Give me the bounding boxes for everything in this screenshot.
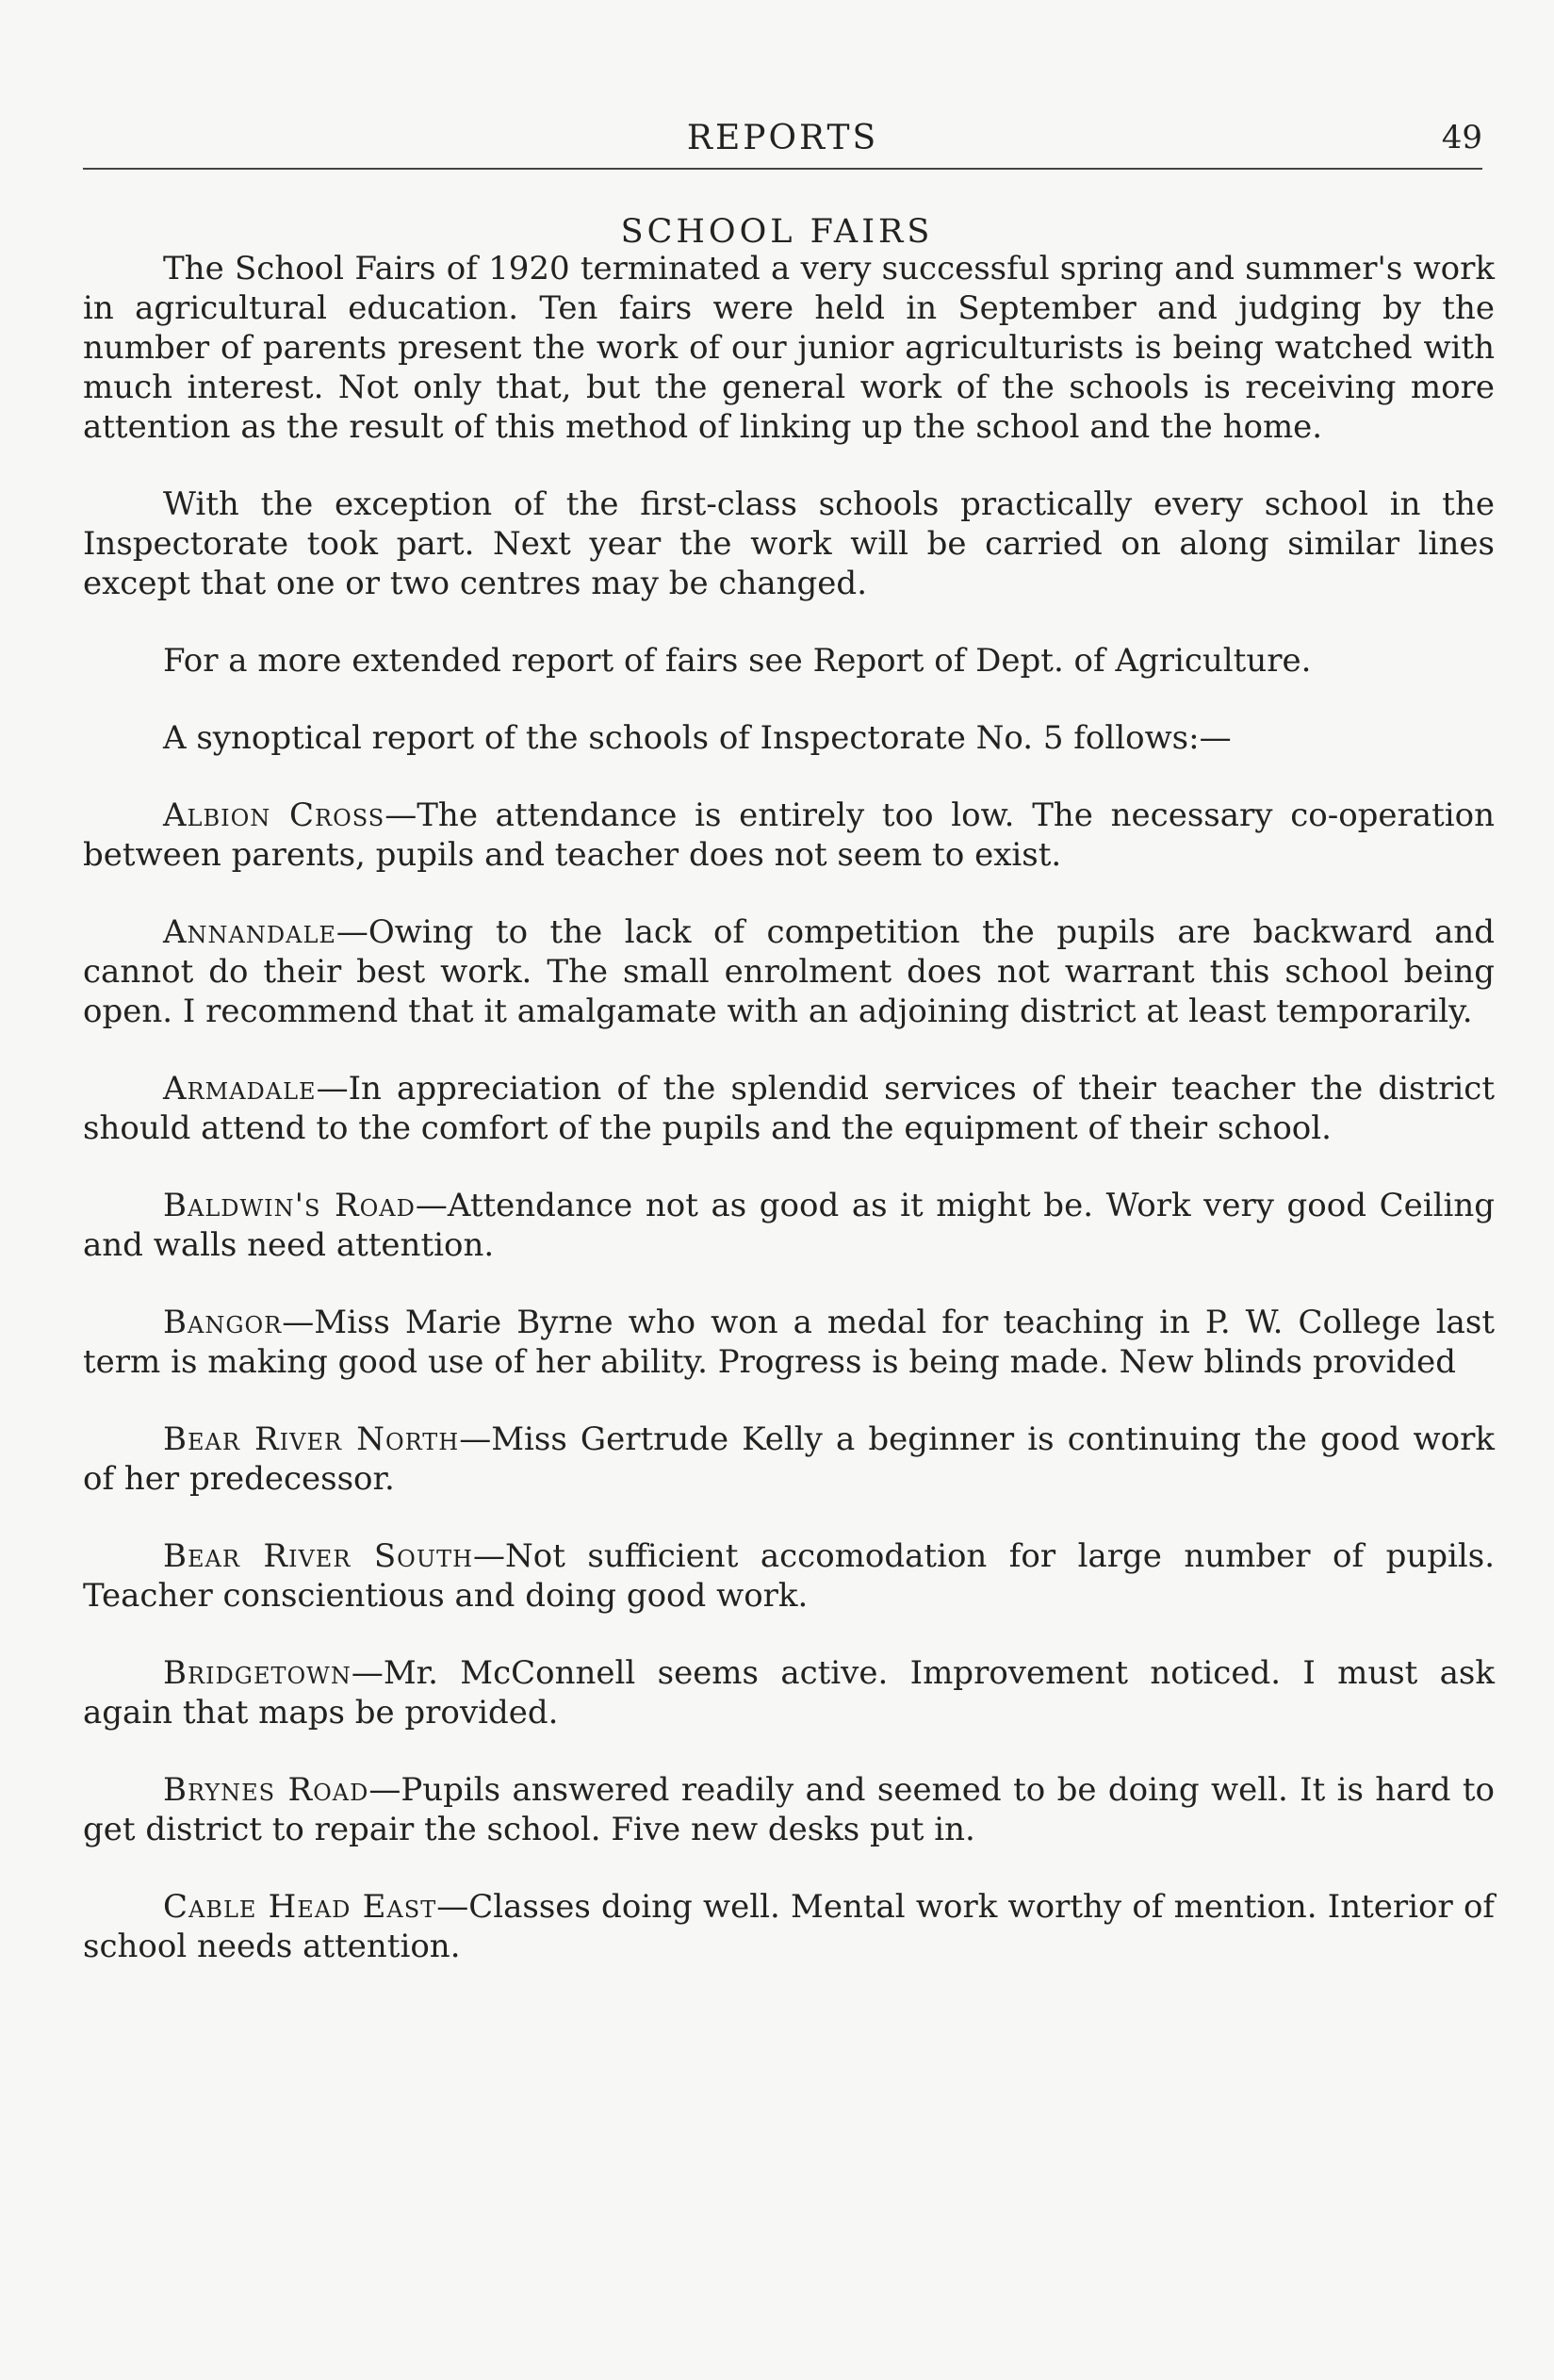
school-entry (83, 1303, 1495, 1382)
school-entry (83, 1186, 1495, 1265)
school-name: Bear River South (163, 1537, 474, 1575)
school-report: —Not sufficient accomodation for large number of pupils. Teacher conscientious and doing good work. (83, 1537, 1495, 1615)
school-report: —Attendance not as good as it might be. Work very good Ceiling and walls need attention. (83, 1187, 1495, 1264)
school-report: —Miss Gertrude Kelly a beginner is continuing the good work of her predecessor. (83, 1420, 1495, 1498)
school-report: —Mr. McConnell seems active. Improvement noticed. I must ask again that maps be provided. (83, 1654, 1495, 1732)
school-report: —Owing to the lack of competition the pupils are backward and cannot do their best work. The small enrolment does not warrant this school being open. I recommend that it amalgamate with an adjoining district at least temporarily. (83, 913, 1495, 1030)
intro-paragraph: A synoptical report of the schools of Inspectorate No. 5 follows:— (163, 719, 1232, 757)
school-name: Brynes Road (163, 1771, 369, 1809)
school-entry (83, 1420, 1495, 1499)
school-name: Bridgetown (163, 1654, 352, 1692)
school-entry (83, 1536, 1495, 1616)
page-number: 49 (1441, 119, 1482, 156)
body-text (83, 249, 1495, 2004)
school-report: —In appreciation of the splendid services of their teacher the district should attend to the comfort of the pupils and the equipment of their school. (83, 1070, 1495, 1147)
school-report: —Miss Marie Byrne who won a medal for teaching in P. W. College last term is making good use of her ability. Progress is being made. New blinds provided (83, 1304, 1495, 1381)
school-name: Bear River North (163, 1420, 460, 1458)
school-name: Bangor (163, 1304, 283, 1341)
page-header (83, 111, 1482, 170)
school-name: Albion Cross (163, 796, 385, 834)
section-title: SCHOOL FAIRS (620, 213, 934, 251)
running-title: REPORTS (686, 119, 879, 157)
school-name: Baldwin's Road (163, 1187, 416, 1224)
school-entry (83, 1069, 1495, 1148)
school-entry (83, 1653, 1495, 1732)
school-entry (83, 912, 1495, 1031)
school-entry (83, 1770, 1495, 1849)
school-report: —Pupils answered readily and seemed to be doing well. It is hard to get district to repair the school. Five new desks put in. (83, 1771, 1496, 1848)
intro-paragraph: For a more extended report of fairs see Report of Dept. of Agriculture. (163, 642, 1312, 680)
school-report: —The attendance is entirely too low. The necessary co-operation between parents, pupils and teacher does not seem to exist. (83, 796, 1495, 874)
school-name: Cable Head East (163, 1888, 437, 1926)
school-report: —Classes doing well. Mental work worthy of mention. Interior of school needs attention. (83, 1888, 1495, 1965)
school-entry (83, 1887, 1495, 1966)
school-entry (83, 796, 1495, 875)
school-name: Armadale (163, 1070, 317, 1108)
intro-paragraph: With the exception of the first-class schools practically every school in the Inspectorate took part. Next year the work will be carried on along similar lines except that one or two centres may be changed. (83, 485, 1495, 602)
intro-paragraph: The School Fairs of 1920 terminated a very successful spring and summer's work in agricultural education. Ten fairs were held in September and judging by the number of parents present the work of our junior agriculturists is being watched with much interest. Not only that, but the general work of the schools is receiving more attention as the result of this method of linking up the school and the home. (83, 250, 1495, 446)
school-name: Annandale (163, 913, 336, 951)
